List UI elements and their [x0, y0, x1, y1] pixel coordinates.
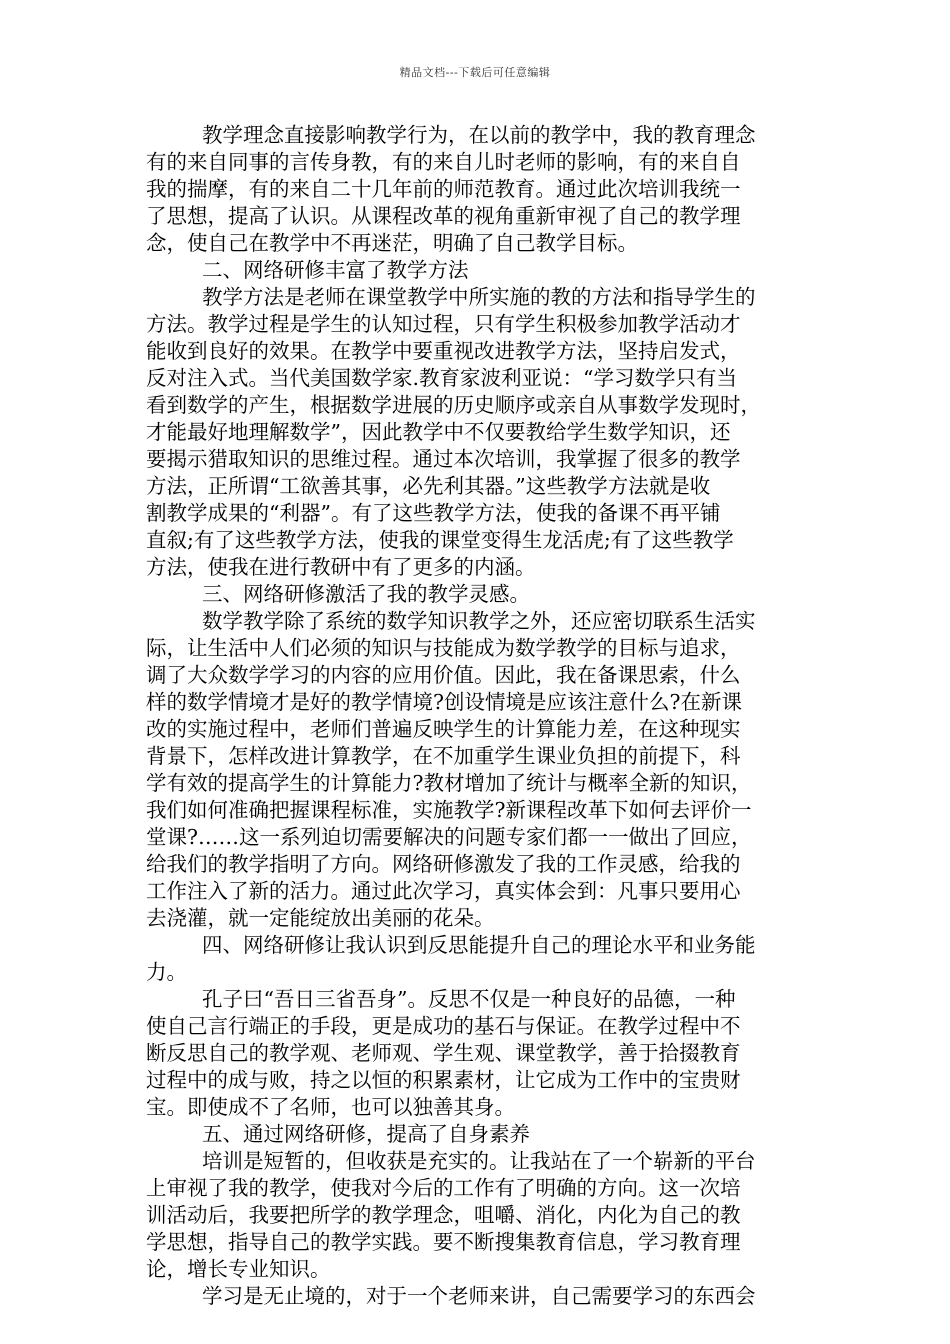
- text-line: 学有效的提高学生的计算能力?教材增加了统计与概率全新的知识，: [146, 771, 752, 795]
- text-line: 我们如何准确把握课程标准，实施教学?新课程改革下如何去评价一: [146, 798, 752, 822]
- text-line: 我的揣摩，有的来自二十几年前的师范教育。通过此次培训我统一: [146, 177, 741, 201]
- text-line: 上审视了我的教学，使我对今后的工作有了明确的方向。这一次培: [146, 1176, 741, 1200]
- text-line: 背景下，怎样改进计算教学，在不加重学生课业负担的前提下，科: [146, 744, 741, 768]
- text-line: 使自己言行端正的手段，更是成功的基石与保证。在教学过程中不: [146, 1014, 741, 1038]
- text-line: 教学理念直接影响教学行为，在以前的教学中，我的教育理念: [202, 123, 756, 147]
- text-line: 二、网络研修丰富了教学方法: [202, 258, 469, 282]
- text-line: 去浇灌，就一定能绽放出美丽的花朵。: [146, 906, 495, 930]
- text-line: 有的来自同事的言传身教，有的来自儿时老师的影响，有的来自自: [146, 150, 741, 174]
- text-line: 方法，使我在进行教研中有了更多的内涵。: [146, 555, 536, 579]
- text-line: 割教学成果的“利器”。有了这些教学方法，使我的备课不再平铺: [146, 501, 721, 525]
- text-line: 才能最好地理解数学”，因此教学中不仅要教给学生数学知识，还: [146, 420, 731, 444]
- text-line: 给我们的教学指明了方向。网络研修激发了我的工作灵感，给我的: [146, 852, 741, 876]
- text-line: 断反思自己的教学观、老师观、学生观、课堂教学，善于拾掇教育: [146, 1041, 741, 1065]
- text-line: 直叙;有了这些教学方法，使我的课堂变得生龙活虎;有了这些教学: [146, 528, 734, 552]
- text-line: 学思想，指导自己的教学实践。要不断搜集教育信息，学习教育理: [146, 1230, 741, 1254]
- text-line: 五、通过网络研修，提高了自身素养: [202, 1122, 530, 1146]
- text-line: 宝。即使成不了名师，也可以独善其身。: [146, 1095, 515, 1119]
- text-line: 样的数学情境才是好的教学情境?创设情境是应该注意什么?在新课: [146, 690, 742, 714]
- text-line: 学习是无止境的，对于一个老师来讲，自己需要学习的东西会: [202, 1284, 756, 1308]
- text-line: 能收到良好的效果。在教学中要重视改进教学方法，坚持启发式，: [146, 339, 741, 363]
- text-line: 教学方法是老师在课堂教学中所实施的教的方法和指导学生的: [202, 285, 756, 309]
- page-header: 精品文档---下载后可任意编辑: [399, 66, 551, 79]
- text-line: 培训是短暂的，但收获是充实的。让我站在了一个崭新的平台: [202, 1149, 756, 1173]
- text-line: 过程中的成与败，持之以恒的积累素材，让它成为工作中的宝贵财: [146, 1068, 741, 1092]
- document-body: [146, 122, 816, 1310]
- text-line: 四、网络研修让我认识到反思能提升自己的理论水平和业务能: [202, 933, 756, 957]
- text-line: 三、网络研修激活了我的教学灵感。: [202, 582, 530, 606]
- text-line: 论，增长专业知识。: [146, 1257, 331, 1281]
- text-line: 训活动后，我要把所学的教学理念，咀嚼、消化，内化为自己的教: [146, 1203, 741, 1227]
- text-line: 调了大众数学学习的内容的应用价值。因此，我在备课思索，什么: [146, 663, 741, 687]
- text-line: 要揭示猎取知识的思维过程。通过本次培训，我掌握了很多的教学: [146, 447, 741, 471]
- text-line: 方法，正所谓“工欲善其事，必先利其器。”这些教学方法就是收: [146, 474, 711, 498]
- text-line: 工作注入了新的活力。通过此次学习，真实体会到：凡事只要用心: [146, 879, 741, 903]
- text-line: 反对注入式。当代美国数学家.教育家波利亚说：“学习数学只有当: [146, 366, 737, 390]
- text-line: 了思想，提高了认识。从课程改革的视角重新审视了自己的教学理: [146, 204, 741, 228]
- text-line: 数学教学除了系统的数学知识教学之外，还应密切联系生活实: [202, 609, 756, 633]
- text-line: 孔子曰“吾日三省吾身”。反思不仅是一种良好的品德，一种: [202, 987, 736, 1011]
- text-line: 方法。教学过程是学生的认知过程，只有学生积极参加教学活动才: [146, 312, 741, 336]
- text-line: 堂课?……这一系列迫切需要解决的问题专家们都一一做出了回应，: [146, 825, 752, 849]
- text-line: 看到数学的产生，根据数学进展的历史顺序或亲自从事数学发现时，: [146, 393, 761, 417]
- text-line: 力。: [146, 960, 187, 984]
- text-line: 念，使自己在教学中不再迷茫，明确了自己教学目标。: [146, 231, 638, 255]
- text-line: 际，让生活中人们必须的知识与技能成为数学教学的目标与追求，: [146, 636, 741, 660]
- text-line: 改的实施过程中，老师们普遍反映学生的计算能力差，在这种现实: [146, 717, 741, 741]
